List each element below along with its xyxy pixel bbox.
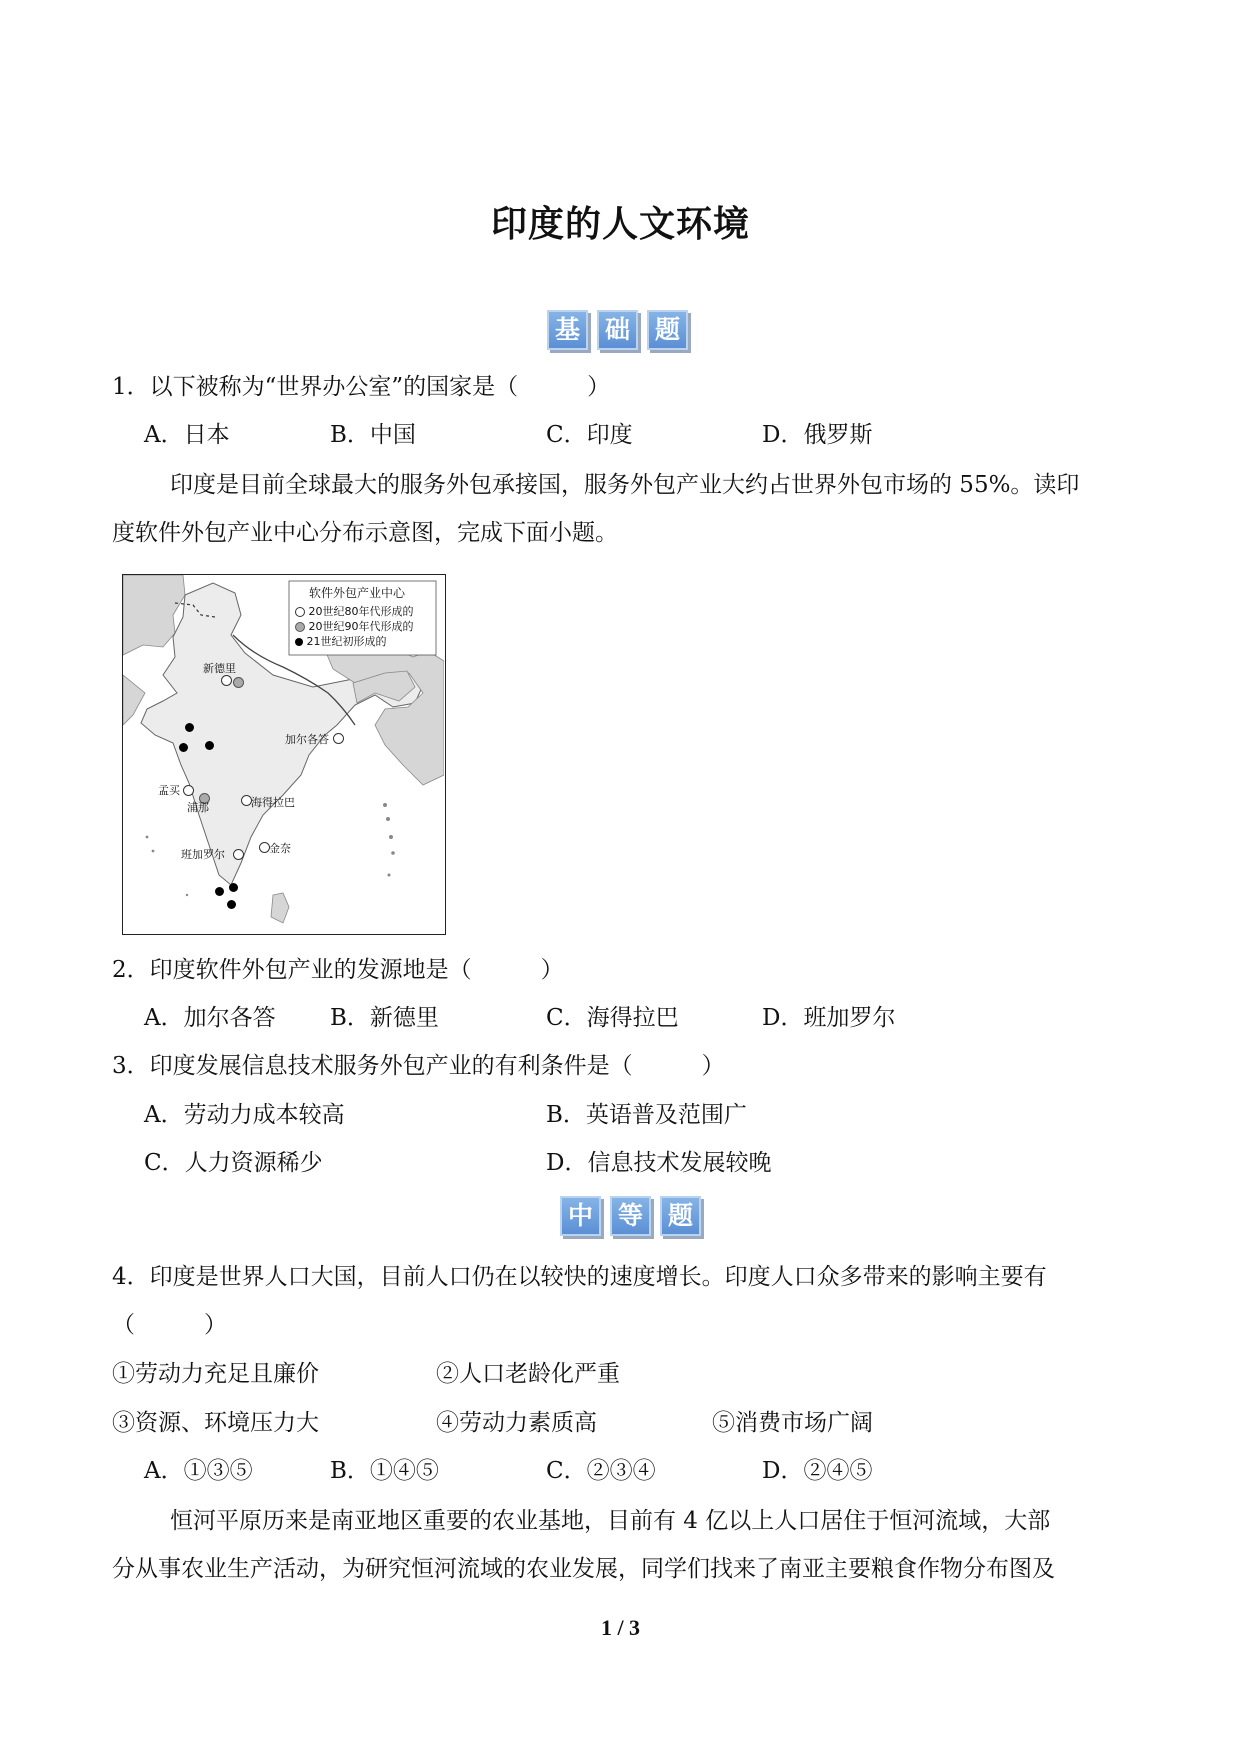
marker-21c-6 xyxy=(227,900,236,909)
question-3-stem: 3．印度发展信息技术服务外包产业的有利条件是（ ） xyxy=(112,1053,725,1079)
passage-2-line-2: 分从事农业生产活动，为研究恒河流域的农业发展，同学们找来了南亚主要粮食作物分布图及 xyxy=(112,1556,1055,1582)
legend-90s-label: 20世纪90年代形成的 xyxy=(308,620,414,633)
q4-option-d: D．②④⑤ xyxy=(762,1458,873,1484)
badge-char: 题 xyxy=(647,310,688,350)
legend-80s-label: 20世纪80年代形成的 xyxy=(308,605,414,618)
q2-option-c: C．海得拉巴 xyxy=(546,1005,679,1031)
q4-option-b: B．①④⑤ xyxy=(330,1458,439,1484)
question-1-stem: 1．以下被称为“世界办公室”的国家是（ ） xyxy=(112,374,611,400)
badge-char: 中 xyxy=(560,1196,601,1236)
map-legend-title: 软件外包产业中心 xyxy=(309,586,406,600)
badge-char: 等 xyxy=(610,1196,651,1236)
q1-option-d: D．俄罗斯 xyxy=(762,422,873,448)
badge-char: 础 xyxy=(597,310,638,350)
q3-option-b: B．英语普及范围广 xyxy=(546,1102,747,1128)
city-hyderabad: 海得拉巴 xyxy=(251,796,295,809)
question-2-stem: 2．印度软件外包产业的发源地是（ ） xyxy=(112,957,564,983)
marker-21c-2 xyxy=(179,743,188,752)
legend-black-dot-icon xyxy=(295,638,303,646)
q4-item-3: ③资源、环境压力大 xyxy=(112,1410,319,1436)
legend-80s xyxy=(295,603,414,619)
marker-newdelhi-80s xyxy=(221,675,232,686)
marker-21c-4 xyxy=(215,887,224,896)
marker-21c-1 xyxy=(185,723,194,732)
q4-item-4: ④劳动力素质高 xyxy=(436,1410,597,1436)
passage-1-line-1: 印度是目前全球最大的服务外包承接国，服务外包产业大约占世界外包市场的 55%。读印 xyxy=(170,472,1080,498)
india-software-outsourcing-map xyxy=(122,574,446,935)
q4-paren: （ ） xyxy=(112,1312,227,1338)
legend-21c-label: 21世纪初形成的 xyxy=(306,635,387,648)
city-mumbai: 孟买 xyxy=(158,784,180,797)
city-kolkata: 加尔各答 xyxy=(285,733,329,746)
badge-char: 基 xyxy=(547,310,588,350)
marker-bangalore xyxy=(233,849,244,860)
q4-item-2: ②人口老龄化严重 xyxy=(436,1361,620,1387)
q1-option-b: B．中国 xyxy=(330,422,416,448)
q4-option-a: A．①③⑤ xyxy=(144,1458,253,1484)
q2-option-b: B．新德里 xyxy=(330,1005,439,1031)
page-number: 1 / 3 xyxy=(600,1615,641,1640)
q4-option-c: C．②③④ xyxy=(546,1458,656,1484)
q4-item-1: ①劳动力充足且廉价 xyxy=(112,1361,319,1387)
q2-option-d: D．班加罗尔 xyxy=(762,1005,896,1031)
q3-option-c: C．人力资源稀少 xyxy=(144,1150,323,1176)
legend-90s xyxy=(295,618,414,634)
section-badge-basic xyxy=(547,310,688,350)
passage-1-line-2: 度软件外包产业中心分布示意图，完成下面小题。 xyxy=(112,520,618,546)
page-title: 印度的人文环境 xyxy=(490,203,750,245)
legend-gray-dot-icon xyxy=(295,622,305,632)
passage-2-line-1: 恒河平原历来是南亚地区重要的农业基地，目前有 4 亿以上人口居住于恒河流域，大部 xyxy=(170,1508,1051,1534)
city-bangalore: 班加罗尔 xyxy=(181,848,225,861)
q1-option-a: A．日本 xyxy=(144,422,230,448)
badge-char: 题 xyxy=(660,1196,701,1236)
marker-newdelhi-90s xyxy=(233,677,244,688)
legend-21c xyxy=(295,633,387,649)
marker-kolkata xyxy=(333,733,344,744)
city-chennai: 金奈 xyxy=(269,842,291,855)
q2-option-a: A．加尔各答 xyxy=(144,1005,276,1031)
q1-option-c: C．印度 xyxy=(546,422,633,448)
legend-open-dot-icon xyxy=(295,607,305,617)
q3-option-d: D．信息技术发展较晚 xyxy=(546,1150,772,1176)
q4-item-5: ⑤消费市场广阔 xyxy=(712,1410,873,1436)
question-4-stem: 4．印度是世界人口大国，目前人口仍在以较快的速度增长。印度人口众多带来的影响主要有 xyxy=(112,1264,1047,1290)
marker-21c-5 xyxy=(229,883,238,892)
city-pune: 浦那 xyxy=(187,801,209,814)
q3-option-a: A．劳动力成本较高 xyxy=(144,1102,345,1128)
marker-21c-3 xyxy=(205,741,214,750)
marker-mumbai xyxy=(183,785,194,796)
section-badge-medium xyxy=(560,1196,701,1236)
city-newdelhi: 新德里 xyxy=(203,662,236,675)
